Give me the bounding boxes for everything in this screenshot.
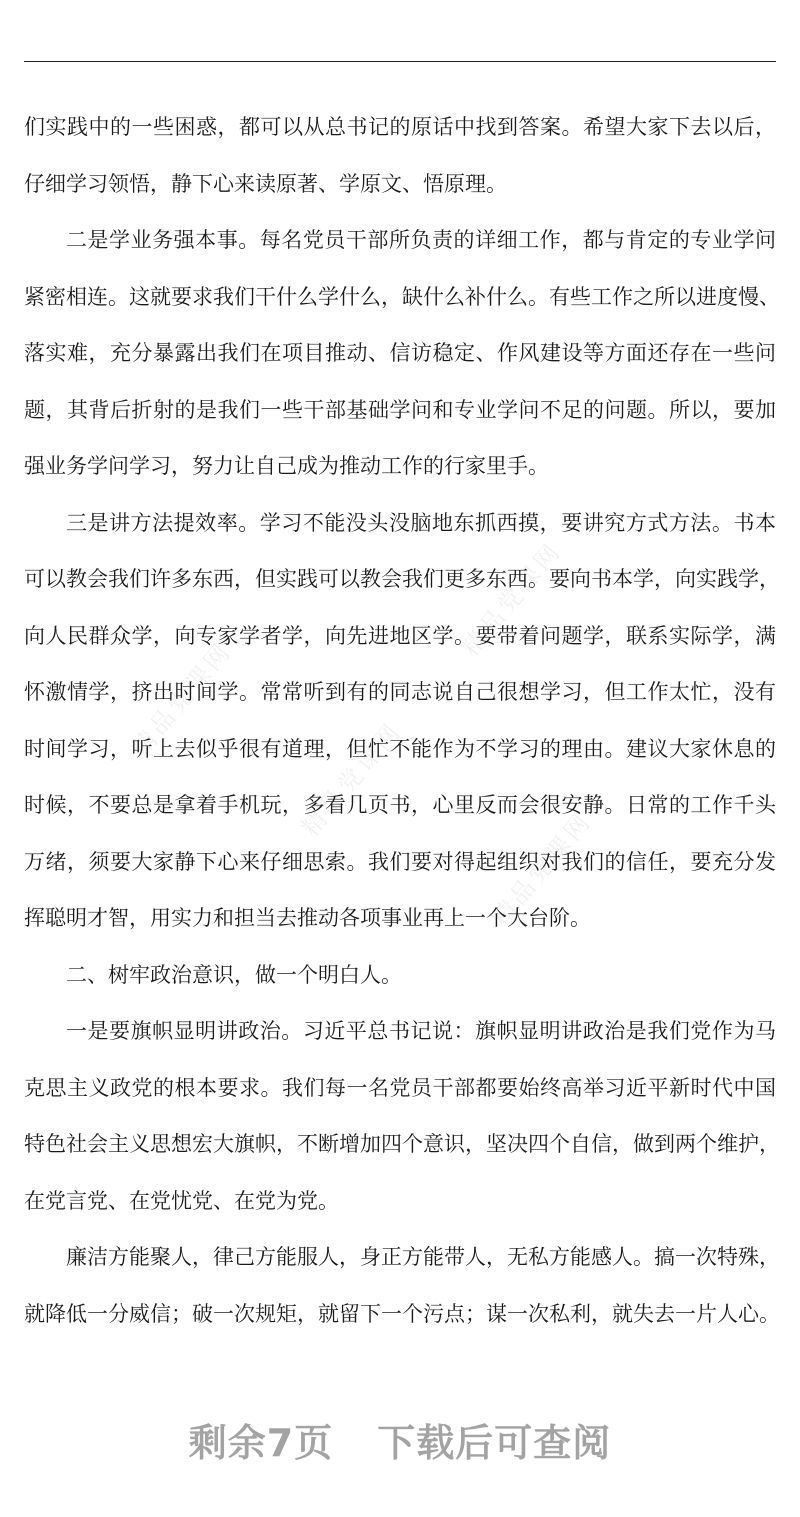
text-line: 二、树牢政治意识，做一个明白人。: [66, 962, 402, 987]
download-prompt[interactable]: [0, 1412, 800, 1467]
text-line: 二是学业务强本事。每名党员干部所负责的详细工作，都与肯定的专业学问: [66, 228, 776, 252]
remaining-pages-label: 剩余7页: [188, 1421, 334, 1465]
watermark: 精品党课网: [126, 636, 238, 762]
download-label: 下载后可查阅: [377, 1421, 612, 1465]
watermark: 精品党课网: [296, 716, 408, 842]
text-line: 们实践中的一些困惑，都可以从总书记的原话中找到答案。希望大家下去以后，: [24, 115, 776, 139]
text-line: 紧密相连。这就要求我们干什么学什么，缺什么补什么。有些工作之所以进度慢、: [24, 284, 780, 309]
text-line: 廉洁方能聚人，律己方能服人，身正方能带人，无私方能感人。搞一次特殊，: [66, 1245, 780, 1269]
document-body: [24, 99, 780, 1342]
text-line: 三是讲方法提效率。学习不能没头没脑地东抓西摸，要讲究方式方法。书本: [66, 510, 776, 535]
text-line: 怀激情学，挤出时间学。常常听到有的同志说自己很想学习，但工作太忙，没有: [24, 680, 776, 704]
text-line: 一是要旗帜显明讲政治。习近平总书记说：旗帜显明讲政治是我们党作为马: [66, 1019, 776, 1043]
text-line: 克思主义政党的根本要求。我们每一名党员干部都要始终高举习近平新时代中国: [24, 1075, 776, 1100]
text-line: 强业务学问学习，努力让自己成为推动工作的行家里手。: [24, 454, 549, 478]
text-line: 可以教会我们许多东西，但实践可以教会我们更多东西。要向书本学，向实践学，: [24, 567, 780, 591]
text-line: 向人民群众学，向专家学者学，向先进地区学。要带着问题学，联系实际学，满: [24, 623, 776, 648]
text-line: 在党言党、在党忧党、在党为党。: [24, 1188, 339, 1213]
text-line: 仔细学习领悟，静下心来读原著、学原文、悟原理。: [24, 171, 507, 196]
text-line: 时间学习，听上去似乎很有道理，但忙不能作为不学习的理由。建议大家休息的: [24, 736, 776, 761]
watermark: 精品党课网: [456, 536, 568, 662]
header-rule: [24, 61, 776, 62]
text-line: 特色社会主义思想宏大旗帜，不断增加四个意识，坚决四个自信，做到两个维护，: [24, 1132, 780, 1156]
text-line: 时候，不要总是拿着手机玩，多看几页书，心里反而会很安静。日常的工作千头: [24, 793, 776, 817]
text-line: 就降低一分威信；破一次规矩，就留下一个污点；谋一次私利，就失去一片人心。: [24, 1301, 780, 1326]
text-line: 题，其背后折射的是我们一些干部基础学问和专业学问不足的问题。所以，要加: [24, 397, 776, 422]
text-line: 挥聪明才智，用实力和担当去推动各项事业再上一个大台阶。: [24, 906, 591, 930]
text-line: 落实难，充分暴露出我们在项目推动、信访稳定、作风建设等方面还存在一些问: [24, 341, 776, 365]
watermark: 精品党课网: [486, 806, 598, 932]
text-line: 万绪，须要大家静下心来仔细思索。我们要对得起组织对我们的信任，要充分发: [24, 849, 776, 874]
